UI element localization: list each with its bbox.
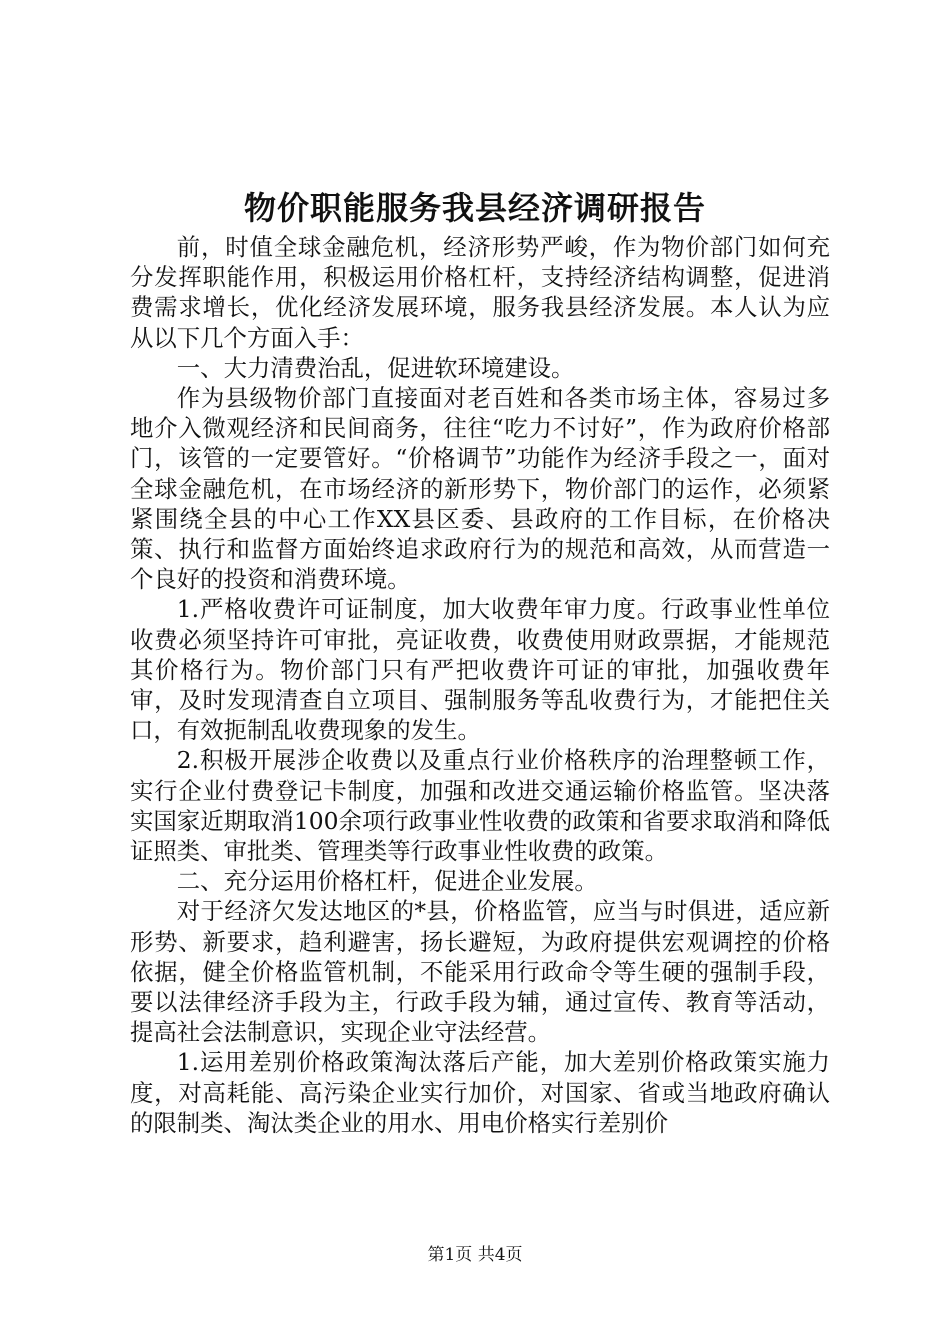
document-body [130, 232, 830, 1138]
paragraph: 作为县级物价部门直接面对老百姓和各类市场主体，容易过多地介入微观经济和民间商务，往往“吃力不讨好”，作为政府价格部门，该管的一定要管好。“价格调节”功能作为经济手段之一，面对全球金融危机，在市场经济的新形势下，物价部门的运作，必须紧紧围绕全县的中心工作XX县区委、县政府的工作目标，在价格决策、执行和监督方面始终追求政府行为的规范和高效，从而营造一个良好的投资和消费环境。 [130, 384, 830, 594]
document-title: 物价职能服务我县经济调研报告 [243, 189, 706, 227]
paragraph-item-2: 2.积极开展涉企收费以及重点行业价格秩序的治理整顿工作，实行企业付费登记卡制度，加强和改进交通运输价格监管。坚决落实国家近期取消100余项行政事业性收费的政策和省要求取消和降低证照类、审批类、管理类等行政事业性收费的政策。 [130, 746, 830, 866]
paragraph-intro: 前，时值全球金融危机，经济形势严峻，作为物价部门如何充分发挥职能作用，积极运用价格杠杆，支持经济结构调整，促进消费需求增长，优化经济发展环境，服务我县经济发展。本人认为应从以下几个方面入手： [130, 233, 830, 352]
paragraph: 对于经济欠发达地区的*县，价格监管，应当与时俱进，适应新形势、新要求，趋利避害，扬长避短，为政府提供宏观调控的价格依据，健全价格监管机制，不能采用行政命令等生硬的强制手段，要以法律经济手段为主，行政手段为辅，通过宣传、教育等活动，提高社会法制意识，实现企业守法经营。 [130, 897, 830, 1047]
page-number-footer: 第1页 共4页 [427, 1245, 523, 1265]
section-heading-2: 二、充分运用价格杠杆，促进企业发展。 [176, 867, 598, 896]
section-heading-1: 一、大力清费治乱，促进软环境建设。 [176, 353, 575, 382]
paragraph-item-1: 1.运用差别价格政策淘汰落后产能，加大差别价格政策实施力度，对高耗能、高污染企业实行加价，对国家、省或当地政府确认的限制类、淘汰类企业的用水、用电价格实行差别价 [130, 1048, 830, 1137]
paragraph-item-1: 1.严格收费许可证制度，加大收费年审力度。行政事业性单位收费必须坚持许可审批，亮证收费，收费使用财政票据，才能规范其价格行为。物价部门只有严把收费许可证的审批，加强收费年审，及时发现清查自立项目、强制服务等乱收费行为，才能把住关口，有效扼制乱收费现象的发生。 [130, 595, 830, 745]
